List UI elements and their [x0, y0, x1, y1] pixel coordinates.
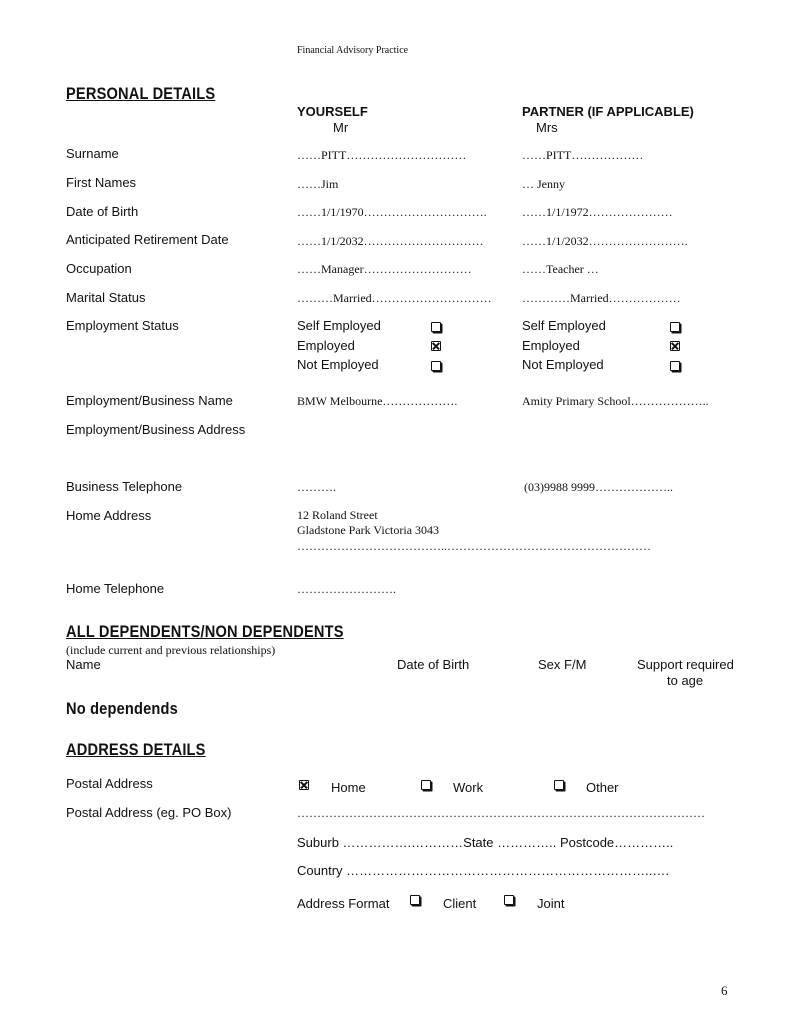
dependents-heading: ALL DEPENDENTS/NON DEPENDENTS	[66, 622, 344, 641]
partner-self-employed-label: Self Employed	[522, 318, 606, 333]
first-names-yourself-field[interactable]: ……Jim	[297, 177, 339, 191]
retirement-partner-field[interactable]: ……1/1/2032…………………….	[522, 234, 688, 248]
home-telephone-label: Home Telephone	[66, 581, 165, 596]
occupation-label: Occupation	[66, 261, 132, 276]
occupation-partner-field[interactable]: ……Teacher …	[522, 262, 599, 276]
business-phone-yourself-field[interactable]: ……….	[297, 480, 336, 494]
dependents-support-column-line2: to age	[667, 673, 704, 688]
yourself-self-employed-label: Self Employed	[297, 318, 381, 333]
postal-home-label: Home	[331, 780, 366, 795]
dob-yourself-field[interactable]: ……1/1/1970………………………….	[297, 205, 487, 219]
personal-details-heading: PERSONAL DETAILS	[66, 84, 216, 103]
format-joint-label: Joint	[537, 896, 565, 911]
yourself-not-employed-label: Not Employed	[297, 357, 379, 372]
dependents-sex-column: Sex F/M	[538, 657, 587, 672]
postal-home-checkbox[interactable]	[299, 780, 309, 790]
business-telephone-label: Business Telephone	[66, 479, 183, 494]
format-joint-checkbox[interactable]	[504, 895, 514, 905]
marital-yourself-field[interactable]: ………Married…………………………	[297, 291, 492, 305]
dob-partner-field[interactable]: ……1/1/1972…………………	[522, 205, 673, 219]
home-address-label: Home Address	[66, 508, 152, 523]
surname-yourself-field[interactable]: ……PITT…………………………	[297, 148, 467, 162]
partner-employed-label: Employed	[522, 338, 580, 353]
dependents-name-column: Name	[66, 657, 101, 672]
practice-name: Financial Advisory Practice	[297, 45, 409, 56]
postal-address-label: Postal Address	[66, 776, 153, 791]
yourself-employed-checkbox[interactable]	[431, 341, 441, 351]
yourself-not-employed-checkbox[interactable]	[431, 361, 441, 371]
address-format-label: Address Format	[297, 896, 390, 911]
first-names-partner-field[interactable]: … Jenny	[522, 177, 565, 191]
business-name-label: Employment/Business Name	[66, 393, 233, 408]
no-dependents-text: No dependends	[66, 699, 178, 718]
postal-work-checkbox[interactable]	[421, 780, 431, 790]
dob-label: Date of Birth	[66, 204, 139, 219]
home-address-line2[interactable]: Gladstone Park Victoria 3043	[297, 523, 440, 537]
format-client-checkbox[interactable]	[410, 895, 420, 905]
yourself-column-header: YOURSELF	[297, 104, 368, 119]
page-number: 6	[721, 983, 728, 998]
partner-title: Mrs	[536, 120, 558, 135]
dependents-support-column: Support required	[637, 657, 734, 672]
partner-not-employed-label: Not Employed	[522, 357, 604, 372]
partner-not-employed-checkbox[interactable]	[670, 361, 680, 371]
partner-employed-checkbox[interactable]	[670, 341, 680, 351]
surname-label: Surname	[66, 146, 119, 161]
business-address-label: Employment/Business Address	[66, 422, 246, 437]
postal-other-checkbox[interactable]	[554, 780, 564, 790]
yourself-self-employed-checkbox[interactable]	[431, 322, 441, 332]
retirement-yourself-field[interactable]: ……1/1/2032…………………………	[297, 234, 484, 248]
postal-work-label: Work	[453, 780, 484, 795]
po-box-field[interactable]: …………………………………………………………………………………………	[297, 806, 705, 820]
dependents-dob-column: Date of Birth	[397, 657, 470, 672]
yourself-employed-label: Employed	[297, 338, 355, 353]
marital-partner-field[interactable]: …………Married………………	[522, 291, 681, 305]
home-telephone-field[interactable]: …………………….	[297, 582, 396, 596]
postal-other-label: Other	[586, 780, 619, 795]
partner-column-header: PARTNER (IF APPLICABLE)	[522, 104, 694, 119]
surname-partner-field[interactable]: ……PITT………………	[522, 148, 644, 162]
po-box-label: Postal Address (eg. PO Box)	[66, 805, 232, 820]
format-client-label: Client	[443, 896, 477, 911]
suburb-state-postcode-line[interactable]: Suburb …………….…………State ………….. Postcode…………..	[297, 835, 674, 850]
business-phone-partner-field[interactable]: (03)9988 9999………………..	[524, 480, 673, 494]
marital-status-label: Marital Status	[66, 290, 146, 305]
occupation-yourself-field[interactable]: ……Manager………………………	[297, 262, 472, 276]
employment-status-label: Employment Status	[66, 318, 179, 333]
retirement-date-label: Anticipated Retirement Date	[66, 232, 229, 247]
home-address-dots: ………………………………..……………………………………………	[297, 539, 651, 553]
yourself-title: Mr	[333, 120, 349, 135]
address-details-heading: ADDRESS DETAILS	[66, 740, 206, 759]
home-address-line1[interactable]: 12 Roland Street	[297, 508, 378, 522]
dependents-note: (include current and previous relationships)	[66, 643, 276, 657]
business-name-yourself-field[interactable]: BMW Melbourne……………….	[297, 394, 458, 408]
country-line[interactable]: Country ……………………………………………………………..….	[297, 863, 669, 878]
partner-self-employed-checkbox[interactable]	[670, 322, 680, 332]
first-names-label: First Names	[66, 175, 137, 190]
business-name-partner-field[interactable]: Amity Primary School………………..	[522, 394, 709, 408]
